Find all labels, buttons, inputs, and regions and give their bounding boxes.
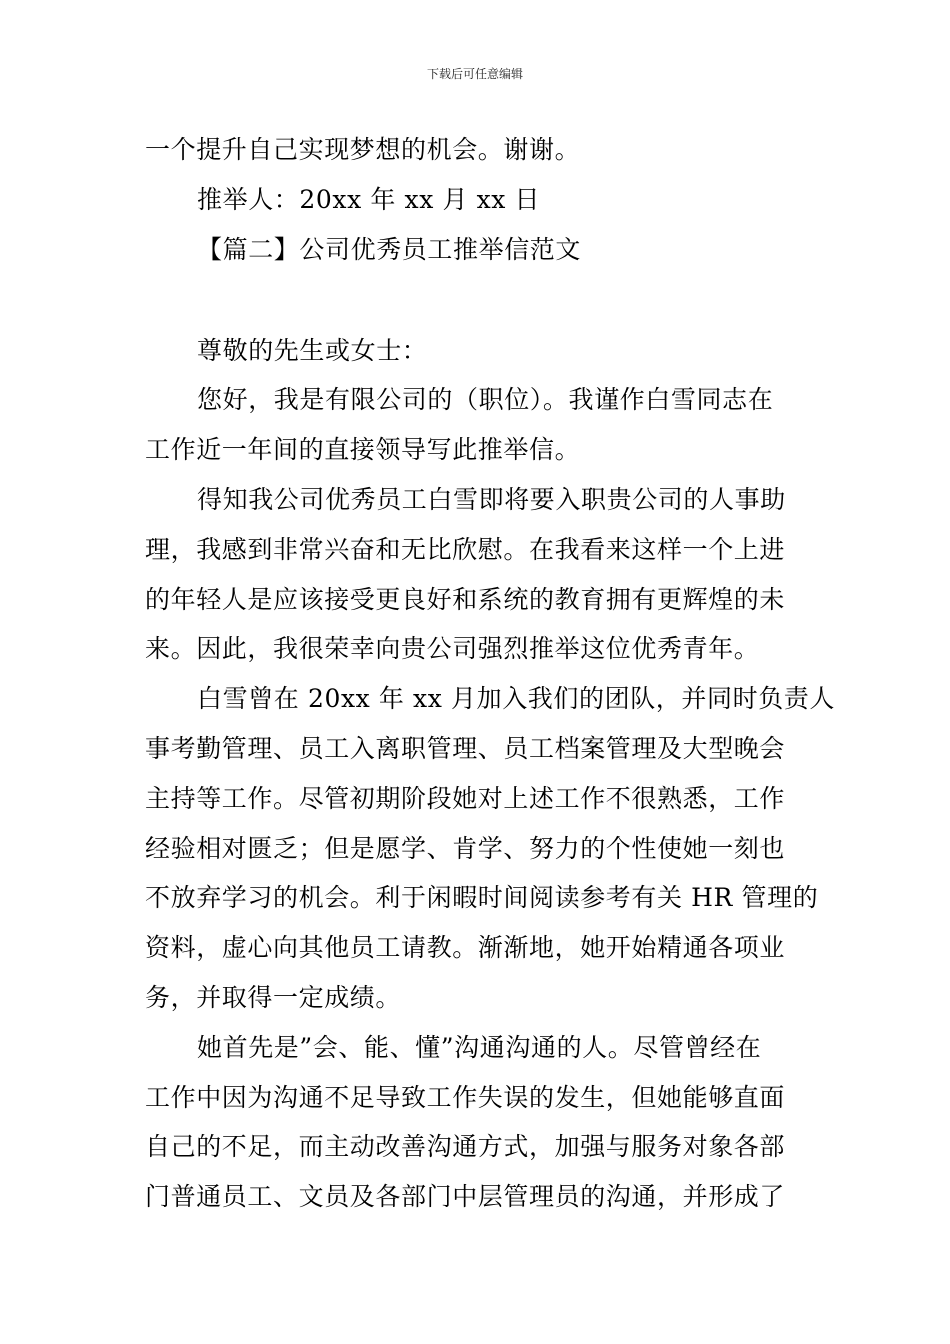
text-line: 事考勤管理、员工入离职管理、员工档案管理及大型晚会 [145, 734, 786, 763]
text-line: 经验相对匮乏；但是愿学、肯学、努力的个性使她一刻也 [145, 834, 786, 863]
text-line: 白雪曾在 20xx 年 xx 月加入我们的团队，并同时负责人 [197, 684, 835, 713]
page-header: 下载后可任意编辑 [426, 67, 523, 81]
text-line: 资料，虚心向其他员工请教。渐渐地，她开始精通各项业 [145, 933, 786, 962]
text-line: 不放弃学习的机会。利于闲暇时间阅读参考有关 HR 管理的 [145, 883, 819, 912]
text-line: 您好，我是有限公司的（职位）。我谨作白雪同志在 [197, 385, 774, 414]
text-line: 工作中因为沟通不足导致工作失误的发生，但她能够直面 [145, 1083, 786, 1112]
text-line: 自己的不足，而主动改善沟通方式，加强与服务对象各部 [145, 1132, 786, 1161]
text-line: 工作近一年间的直接领导写此推举信。 [145, 435, 581, 464]
text-line: 务，并取得一定成绩。 [145, 983, 402, 1012]
text-line: 得知我公司优秀员工白雪即将要入职贵公司的人事助 [197, 485, 786, 514]
text-line: 她首先是”会、能、懂”沟通沟通的人。尽管曾经在 [197, 1033, 762, 1062]
text-line: 门普通员工、文员及各部门中层管理员的沟通，并形成了 [145, 1182, 786, 1211]
signature-line: 推举人：20xx 年 xx 月 xx 日 [197, 185, 541, 214]
text-line: 一个提升自己实现梦想的机会。谢谢。 [145, 135, 581, 164]
text-line: 理，我感到非常兴奋和无比欣慰。在我看来这样一个上进 [145, 535, 786, 564]
salutation: 尊敬的先生或女士： [197, 336, 428, 365]
text-line: 来。因此，我很荣幸向贵公司强烈推举这位优秀青年。 [145, 634, 760, 663]
text-line: 的年轻人是应该接受更良好和系统的教育拥有更辉煌的未 [145, 585, 786, 614]
text-line: 主持等工作。尽管初期阶段她对上述工作不很熟悉，工作 [145, 784, 786, 813]
section-title: 【篇二】公司优秀员工推举信范文 [197, 235, 582, 264]
